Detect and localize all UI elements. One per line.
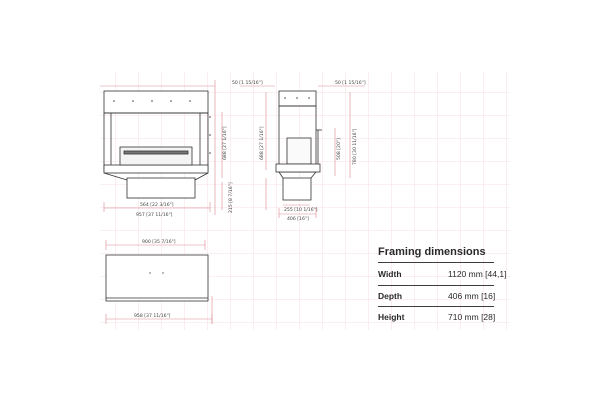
front-height-label: 688 [27 1/16"] xyxy=(223,126,228,160)
divider xyxy=(378,262,494,263)
side-bottom-outer-label: 406 [16"] xyxy=(287,217,309,222)
side-top-right-label: 50 [1 15/16"] xyxy=(335,81,366,86)
depth-value: 406 mm [16] xyxy=(448,291,496,301)
divider xyxy=(378,285,494,286)
side-height-right-label: 780 [30 11/16"] xyxy=(353,128,358,165)
divider xyxy=(378,306,494,307)
front-outer-width-label: 957 [37 11/16"] xyxy=(136,213,173,218)
framing-row-width xyxy=(378,266,507,282)
front-bottom-height-label: 215 [8 7/16"] xyxy=(229,182,234,213)
depth-label: Depth xyxy=(378,291,403,301)
bottom-width-label: 958 [37 11/16"] xyxy=(134,314,171,319)
height-value: 710 mm [28] xyxy=(448,312,496,322)
side-top-left-label: 50 [1 15/16"] xyxy=(232,81,263,86)
framing-row-depth xyxy=(378,288,494,304)
front-inner-width-label: 564 [22 3/16"] xyxy=(140,203,174,208)
top-width-label: 900 [35 7/16"] xyxy=(142,240,176,245)
height-label: Height xyxy=(378,312,405,322)
width-value: 1120 mm [44,1] xyxy=(448,269,507,279)
width-label: Width xyxy=(378,269,402,279)
framing-dimensions-panel xyxy=(370,240,507,330)
side-height-left-label: 688 [27 1/16"] xyxy=(260,126,265,160)
framing-title: Framing dimensions xyxy=(378,246,486,258)
side-height-mid-label: 508 [20"] xyxy=(337,138,342,160)
framing-row-height xyxy=(378,309,494,325)
side-bottom-inner-label: 255 [10 1/16"] xyxy=(284,208,318,213)
